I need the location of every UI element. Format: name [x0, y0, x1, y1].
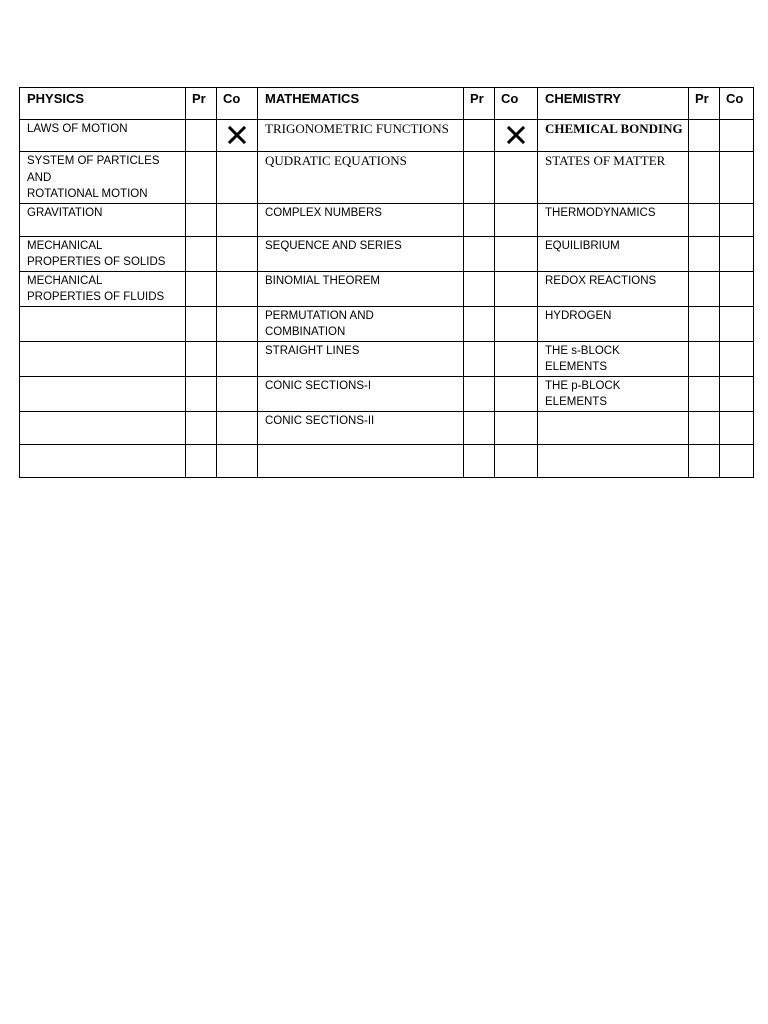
table-row — [20, 341, 754, 376]
table-row — [20, 203, 754, 236]
chemistry-topic: THE s-BLOCK ELEMENTS — [538, 341, 689, 376]
chemistry-pr-cell — [689, 444, 720, 477]
chemistry-header: CHEMISTRY — [538, 88, 689, 120]
mathematics-topic: SEQUENCE AND SERIES — [258, 236, 464, 271]
physics-pr-cell — [186, 341, 217, 376]
chemistry-co-cell — [720, 152, 754, 204]
chemistry-co-header: Co — [720, 88, 754, 120]
chemistry-topic: THE p-BLOCK ELEMENTS — [538, 376, 689, 411]
physics-pr-cell — [186, 411, 217, 444]
mathematics-co-cell — [495, 341, 538, 376]
table-row — [20, 444, 754, 477]
physics-co-header: Co — [217, 88, 258, 120]
chemistry-pr-cell — [689, 376, 720, 411]
physics-topic: MECHANICAL PROPERTIES OF SOLIDS — [20, 236, 186, 271]
chemistry-topic — [538, 444, 689, 477]
mathematics-co-cell — [495, 120, 538, 152]
physics-topic: SYSTEM OF PARTICLES AND ROTATIONAL MOTION — [20, 152, 186, 204]
chemistry-pr-cell — [689, 236, 720, 271]
physics-co-cell — [217, 271, 258, 306]
physics-topic — [20, 376, 186, 411]
chemistry-co-cell — [720, 341, 754, 376]
physics-topic — [20, 306, 186, 341]
physics-pr-cell — [186, 152, 217, 204]
physics-pr-cell — [186, 306, 217, 341]
chemistry-topic: THERMODYNAMICS — [538, 203, 689, 236]
physics-pr-cell — [186, 236, 217, 271]
mathematics-pr-header: Pr — [464, 88, 495, 120]
chemistry-pr-cell — [689, 271, 720, 306]
mathematics-pr-cell — [464, 271, 495, 306]
chemistry-topic: HYDROGEN — [538, 306, 689, 341]
table-row — [20, 376, 754, 411]
chemistry-pr-cell — [689, 306, 720, 341]
mathematics-co-cell — [495, 411, 538, 444]
mathematics-pr-cell — [464, 411, 495, 444]
chemistry-co-cell — [720, 411, 754, 444]
chemistry-co-cell — [720, 203, 754, 236]
physics-co-cell — [217, 444, 258, 477]
mathematics-co-cell — [495, 203, 538, 236]
cross-icon — [227, 125, 247, 145]
chemistry-co-cell — [720, 444, 754, 477]
chemistry-topic: REDOX REACTIONS — [538, 271, 689, 306]
mathematics-header: MATHEMATICS — [258, 88, 464, 120]
physics-topic: GRAVITATION — [20, 203, 186, 236]
physics-co-cell — [217, 203, 258, 236]
physics-co-cell — [217, 236, 258, 271]
mathematics-pr-cell — [464, 203, 495, 236]
physics-pr-cell — [186, 271, 217, 306]
mathematics-topic — [258, 444, 464, 477]
table-row — [20, 120, 754, 152]
mathematics-co-cell — [495, 444, 538, 477]
physics-co-cell — [217, 152, 258, 204]
chemistry-topic: EQUILIBRIUM — [538, 236, 689, 271]
table-row — [20, 411, 754, 444]
chemistry-co-cell — [720, 236, 754, 271]
table-row — [20, 152, 754, 204]
mathematics-topic: PERMUTATION AND COMBINATION — [258, 306, 464, 341]
chemistry-co-cell — [720, 120, 754, 152]
physics-pr-cell — [186, 203, 217, 236]
chemistry-pr-cell — [689, 152, 720, 204]
physics-co-cell — [217, 376, 258, 411]
physics-co-cell — [217, 120, 258, 152]
physics-co-cell — [217, 411, 258, 444]
mathematics-topic: QUDRATIC EQUATIONS — [258, 152, 464, 204]
physics-pr-header: Pr — [186, 88, 217, 120]
chemistry-co-cell — [720, 306, 754, 341]
table-row — [20, 306, 754, 341]
physics-pr-cell — [186, 376, 217, 411]
mathematics-co-header: Co — [495, 88, 538, 120]
physics-topic: MECHANICAL PROPERTIES OF FLUIDS — [20, 271, 186, 306]
physics-topic — [20, 411, 186, 444]
mathematics-co-cell — [495, 376, 538, 411]
chemistry-topic: STATES OF MATTER — [538, 152, 689, 204]
syllabus-table — [19, 87, 754, 478]
chemistry-co-cell — [720, 376, 754, 411]
table-row — [20, 236, 754, 271]
mathematics-pr-cell — [464, 341, 495, 376]
chemistry-pr-cell — [689, 411, 720, 444]
chemistry-pr-cell — [689, 203, 720, 236]
physics-pr-cell — [186, 444, 217, 477]
mathematics-pr-cell — [464, 152, 495, 204]
mathematics-topic: CONIC SECTIONS-II — [258, 411, 464, 444]
cross-icon — [506, 125, 526, 145]
mathematics-topic: COMPLEX NUMBERS — [258, 203, 464, 236]
chemistry-co-cell — [720, 271, 754, 306]
chemistry-pr-header: Pr — [689, 88, 720, 120]
mathematics-topic: CONIC SECTIONS-I — [258, 376, 464, 411]
chemistry-pr-cell — [689, 341, 720, 376]
header-row — [20, 88, 754, 120]
mathematics-pr-cell — [464, 236, 495, 271]
mathematics-co-cell — [495, 306, 538, 341]
mathematics-pr-cell — [464, 376, 495, 411]
mathematics-topic: TRIGONOMETRIC FUNCTIONS — [258, 120, 464, 152]
physics-topic: LAWS OF MOTION — [20, 120, 186, 152]
physics-header: PHYSICS — [20, 88, 186, 120]
physics-topic — [20, 341, 186, 376]
mathematics-pr-cell — [464, 306, 495, 341]
mathematics-topic: BINOMIAL THEOREM — [258, 271, 464, 306]
mathematics-pr-cell — [464, 444, 495, 477]
mathematics-pr-cell — [464, 120, 495, 152]
mathematics-co-cell — [495, 271, 538, 306]
chemistry-pr-cell — [689, 120, 720, 152]
physics-topic — [20, 444, 186, 477]
mathematics-co-cell — [495, 236, 538, 271]
mathematics-co-cell — [495, 152, 538, 204]
physics-co-cell — [217, 306, 258, 341]
physics-pr-cell — [186, 120, 217, 152]
chemistry-topic: CHEMICAL BONDING — [538, 120, 689, 152]
table-row — [20, 271, 754, 306]
chemistry-topic — [538, 411, 689, 444]
mathematics-topic: STRAIGHT LINES — [258, 341, 464, 376]
physics-co-cell — [217, 341, 258, 376]
